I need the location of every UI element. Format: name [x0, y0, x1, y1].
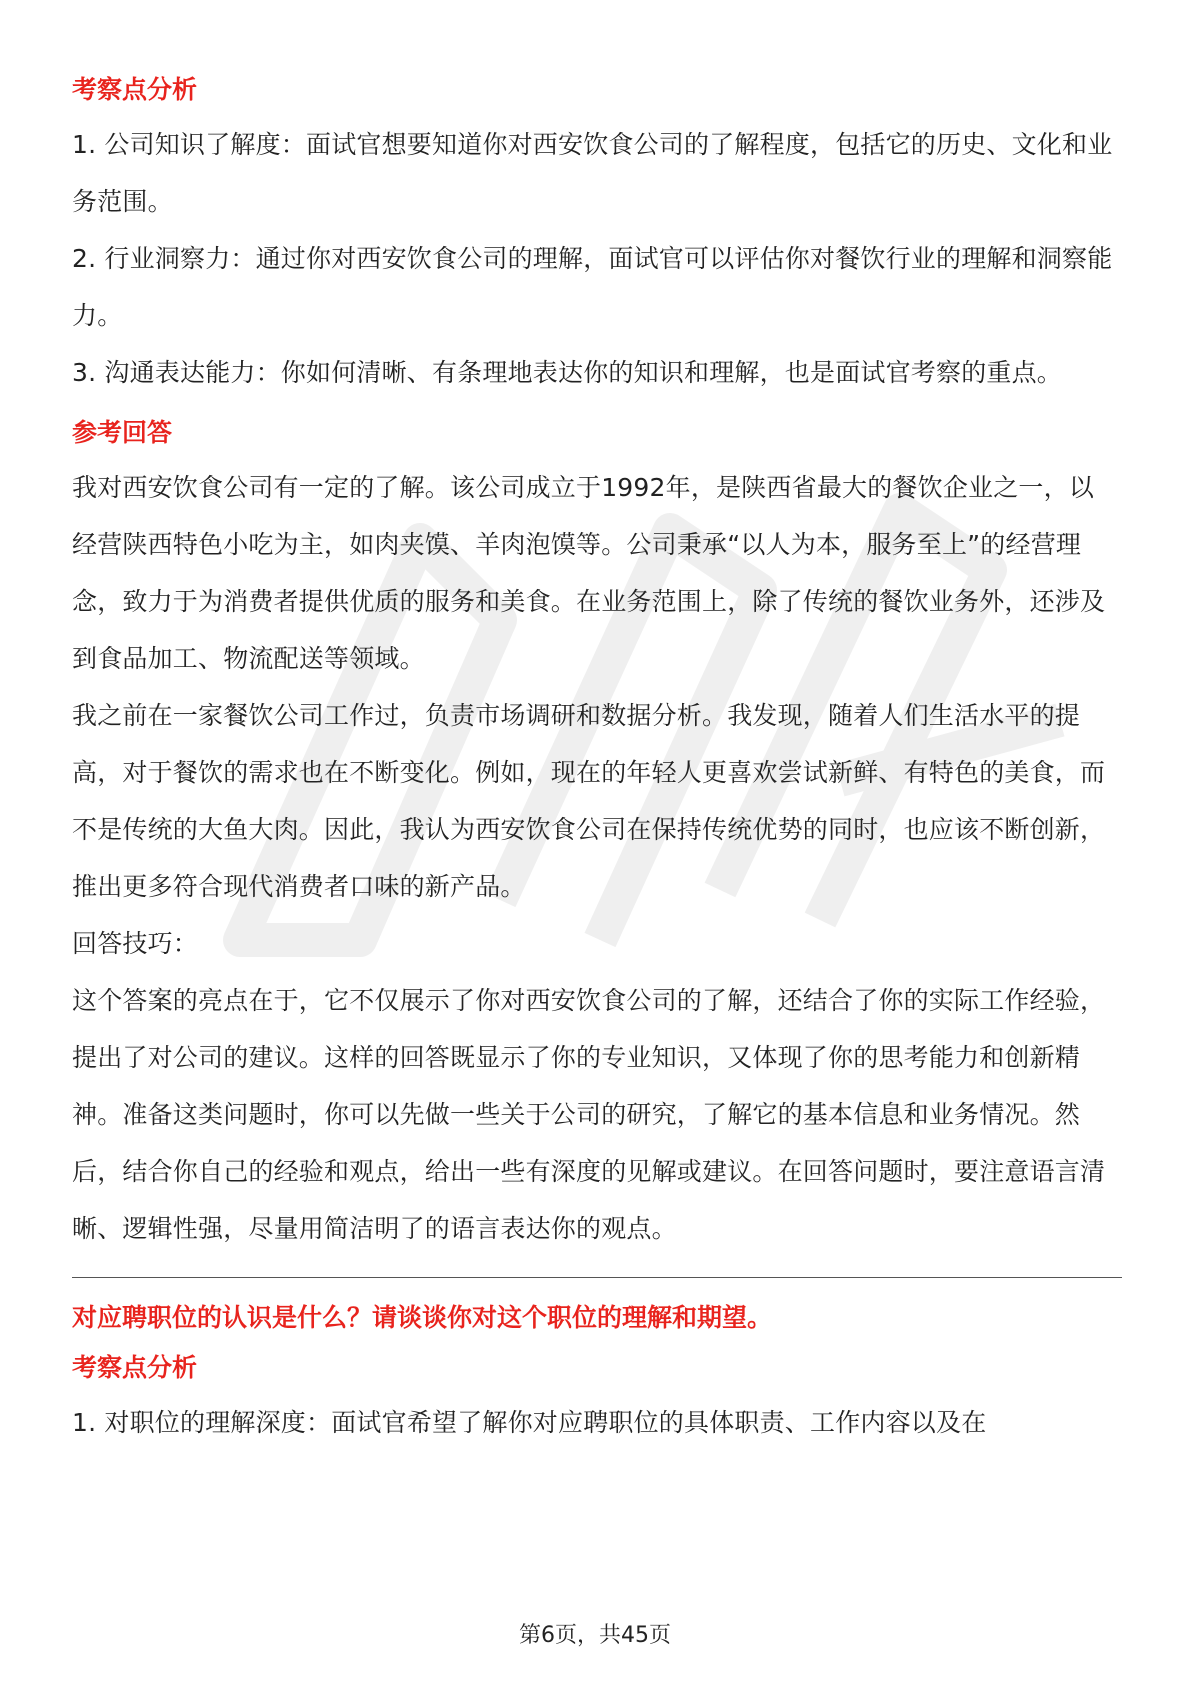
tips-paragraph: 这个答案的亮点在于，它不仅展示了你对西安饮食公司的了解，还结合了你的实际工作经验，提出了对公司的建议。这样的回答既显示了你的专业知识，又体现了你的思考能力和创新精神。准备这类问题时，你可以先做一些关于公司的研究，了解它的基本信息和业务情况。然后，结合你自己的经验和观点，给出一些有深度的见解或建议。在回答问题时，要注意语言清晰、逻辑性强，尽量用简洁明了的语言表达你的观点。	[72, 986, 1106, 1243]
analysis-item: 3. 沟通表达能力：你如何清晰、有条理地表达你的知识和理解，也是面试官考察的重点。	[72, 358, 1063, 387]
answer-paragraph: 我之前在一家餐饮公司工作过，负责市场调研和数据分析。我发现，随着人们生活水平的提高，对于餐饮的需求也在不断变化。例如，现在的年轻人更喜欢尝试新鲜、有特色的美食，而不是传统的大鱼大肉。因此，我认为西安饮食公司在保持传统优势的同时，也应该不断创新，推出更多符合现代消费者口味的新产品。	[72, 701, 1106, 901]
section-heading: 考察点分析	[72, 75, 198, 104]
page-number: 第6页，共45页	[519, 1623, 671, 1648]
answer-section-1	[72, 415, 1118, 1257]
section-heading: 参考回答	[72, 418, 173, 447]
analysis-section-1	[72, 72, 1118, 401]
analysis-item: 2. 行业洞察力：通过你对西安饮食公司的理解，面试官可以评估你对餐饮行业的理解和洞察能力。	[72, 244, 1113, 330]
section-heading: 考察点分析	[72, 1353, 198, 1382]
answer-paragraph: 我对西安饮食公司有一定的了解。该公司成立于1992年，是陕西省最大的餐饮企业之一，以经营陕西特色小吃为主，如肉夹馍、羊肉泡馍等。公司秉承“以人为本，服务至上”的经营理念，致力于为消费者提供优质的服务和美食。在业务范围上，除了传统的餐饮业务外，还涉及到食品加工、物流配送等领域。	[72, 473, 1106, 673]
analysis-section-2	[72, 1350, 1118, 1451]
question-title: 对应聘职位的认识是什么？请谈谈你对这个职位的理解和期望。	[72, 1303, 773, 1332]
analysis-item: 1. 公司知识了解度：面试官想要知道你对西安饮食公司的了解程度，包括它的历史、文化和业务范围。	[72, 130, 1113, 216]
tips-label: 回答技巧：	[72, 929, 199, 958]
main-content	[72, 72, 1118, 1465]
section-divider	[72, 1277, 1122, 1278]
analysis-item: 1. 对职位的理解深度：面试官希望了解你对应聘职位的具体职责、工作内容以及在	[72, 1408, 987, 1437]
